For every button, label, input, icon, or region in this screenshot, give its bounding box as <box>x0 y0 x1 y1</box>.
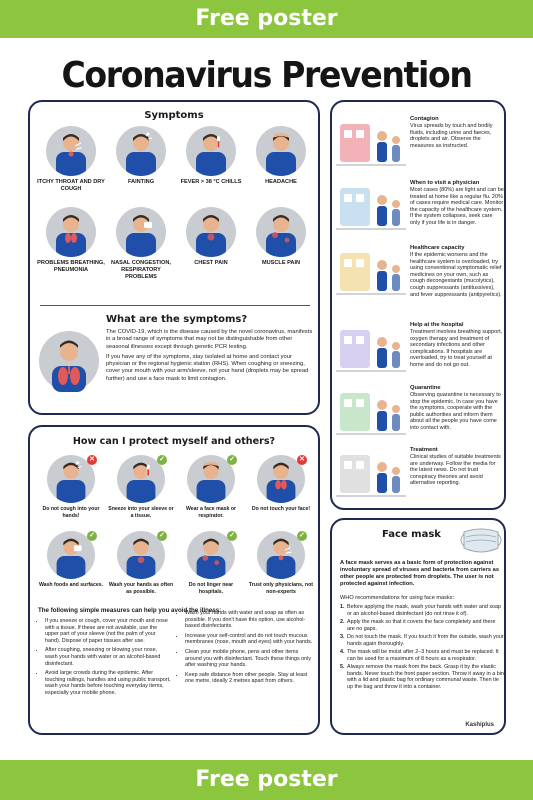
info-panel <box>330 100 506 510</box>
protect-item <box>36 455 106 526</box>
checkmark-icon: ✓ <box>87 531 97 541</box>
symptoms-grid <box>36 126 316 282</box>
measure-item: • Increase your self-control and do not touch mucous membranes (nose, mouth and eyes) with your hands. <box>185 633 314 646</box>
symptom-illustration <box>186 207 236 257</box>
info-illustration <box>336 322 406 378</box>
symptom-illustration <box>46 207 96 257</box>
protect-label: Wash foods and surfaces. <box>38 582 104 588</box>
symptom-illustration <box>116 207 166 257</box>
measures-list-left <box>38 618 171 700</box>
face-mask-panel <box>330 518 506 735</box>
protect-item <box>36 531 106 602</box>
checkmark-icon: ✓ <box>157 455 167 465</box>
protect-label: Trust only physicians, not non-experts <box>249 582 313 595</box>
symptom-illustration <box>116 126 166 176</box>
symptom-item <box>36 126 106 201</box>
symptom-item <box>106 207 176 282</box>
what-symptoms-p2: If you have any of the symptoms, stay isolated at home and contact your physician or the regional hygienic station (RHS). When coughing or sneezing, cover your mouth with your arm/sleeve, not your hand (droplets may be spread further) and use a face mask to limit contagion. <box>106 353 309 382</box>
protect-item <box>246 531 316 602</box>
info-text: Virus spreads by touch and bodily fluids, including urine and faeces, droplets and air. Observe the measures as instructed. <box>410 123 493 149</box>
measure-item: • Wash your hands with water and soap as often as possible. If you don't have this option, use alcohol-based disinfectants. <box>185 610 314 630</box>
protect-label: Sneeze into your sleeve or a tissue. <box>108 506 174 519</box>
symptoms-heading: Symptoms <box>144 110 204 121</box>
bottom-banner: Free poster <box>0 760 533 800</box>
top-banner: Free poster <box>0 0 533 38</box>
symptom-label: NASAL CONGESTION, RESPIRATORY PROBLEMS <box>111 260 171 280</box>
prohibited-icon: ✕ <box>297 455 307 465</box>
info-title: Quarantine <box>410 385 441 391</box>
prohibited-icon: ✕ <box>87 455 97 465</box>
symptom-label: FAINTING <box>127 179 155 185</box>
protect-panel <box>28 425 320 735</box>
mask-step: 1. Before applying the mask, wash your hands with water and soap or an alcohol-based disinfectant (do not rinse it of). <box>340 604 502 617</box>
info-text: Observing quarantine is necessary to stop the epidemic. In case you have the symptoms, cooperate with the public authorities and inform them about all the people you have come into contact with. <box>410 392 501 431</box>
symptom-label: MUSCLE PAIN <box>261 260 301 266</box>
symptom-label: CHEST PAIN <box>194 260 228 266</box>
info-title: Help at the hospital <box>410 322 464 328</box>
info-illustration <box>336 245 406 301</box>
info-title: Healthcare capacity <box>410 245 465 251</box>
symptom-illustration <box>256 126 306 176</box>
info-illustration <box>336 116 406 172</box>
mask-step: 2. Apply the mask so that it covers the face completely and there are no gaps. <box>340 619 496 632</box>
info-title: Treatment <box>410 447 438 453</box>
info-text: If the epidemic worsens and the healthcare system is overloaded, try using conventional symptomatic relief medicines on your own, such as cough decongestants (mucolytics), cough suppressants (antitussives), and fever suppressants (antipyretics). <box>410 252 502 298</box>
checkmark-icon: ✓ <box>297 531 307 541</box>
protect-item <box>176 455 246 526</box>
measures-heading: The following simple measures can help you avoid the illness: <box>38 607 222 614</box>
what-symptoms-heading: What are the symptoms? <box>106 314 248 325</box>
measure-item: • Keep safe distance from other people. Stay at least one metre, ideally 2 metres apart from others. <box>185 672 314 685</box>
symptoms-panel <box>28 100 320 415</box>
info-title: Contagion <box>410 116 439 122</box>
measure-item: • Avoid large crowds during the epidemic. After touching railings, handles and using public transport, wash your hands before touching everyday items, especially your mobile phone. <box>45 670 171 696</box>
symptom-label: ITCHY THROAT AND DRY COUGH <box>37 179 105 192</box>
face-mask-intro: A face mask serves as a basic form of protection against involuntary spread of viruses and bacteria from carriers as other people are protected from droplets. The user is not protected against infection. <box>340 560 499 587</box>
measures-list-right <box>178 610 314 688</box>
info-illustration <box>336 180 406 236</box>
divider <box>40 305 310 306</box>
info-text: Most cases (80%) are light and can be treated at home like a regular flu. 20% of cases require medical care. Monitor the capacity of the healthcare system. If the system collapses, seek care only if your life is in danger. <box>410 187 504 226</box>
protect-label: Do not cough into your hands! <box>42 506 100 519</box>
symptom-item <box>246 126 316 201</box>
protect-label: Do not linger near hospitals. <box>188 582 234 595</box>
what-symptoms-p1: The COVID-19, which is the disease caused by the novel coronavirus, manifests in a broad range of symptoms that may not be distinguishable from other seasonal illnesses except through genetic PCR testing. <box>106 329 313 350</box>
mask-step: 5. Always remove the mask from the back. Grasp it by the elastic bands. Never touch the front paper section. Throw it away in a bin with a lid and plastic bag for ordinary communal waste. Then tie up the bag and throw it into a container. <box>340 664 504 690</box>
info-text: Treatment involves breathing support, oxygen therapy and treatment of secondary infections and other complications. If hospitals are overloaded, try to treat yourself at home and do not go out. <box>410 329 503 368</box>
info-illustration <box>336 385 406 441</box>
symptom-item <box>36 207 106 282</box>
info-illustration <box>336 447 406 503</box>
measure-item: • If you sneeze or cough, cover your mouth and nose with a tissue. If these are not available, use the upper part of your sleeve (not the palm of your hand). Dispose of paper tissues after use. <box>45 618 171 644</box>
mask-step: 3. Do not touch the mask. If you touch it from the outside, wash your hands again thoroughly. <box>340 634 504 647</box>
protect-item <box>176 531 246 602</box>
protect-item <box>246 455 316 526</box>
poster-title: Coronavirus Prevention <box>61 55 472 96</box>
protect-label: Wash your hands as often as possible. <box>108 582 174 595</box>
symptom-illustration <box>186 126 236 176</box>
symptom-item <box>106 126 176 201</box>
protect-heading: How can I protect myself and others? <box>72 436 276 447</box>
info-text: Clinical studies of suitable treatments are underway. Follow the media for the latest news. Do not trust conspiracy theories and avoid alternative reporting. <box>410 454 501 487</box>
brand-logo: Kashiplus <box>465 722 494 728</box>
face-mask-heading: Face mask <box>382 529 441 540</box>
face-mask-icon <box>458 526 504 556</box>
symptom-item <box>176 207 246 282</box>
measure-item: • Clean your mobile phone, pens and other items around you with disinfectant. Touch these things only after washing your hands. <box>185 649 314 669</box>
symptom-label: PROBLEMS BREATHING, PNEUMONIA <box>37 260 105 273</box>
checkmark-icon: ✓ <box>227 455 237 465</box>
info-title: When to visit a physician <box>410 180 480 186</box>
protect-item <box>106 455 176 526</box>
mask-step: 4. The mask will be moist after 2–3 hours and must be replaced. It can be used for a maximum of 8 hours as a respirator. <box>340 649 499 662</box>
checkmark-icon: ✓ <box>227 531 237 541</box>
symptom-illustration <box>46 126 96 176</box>
checkmark-icon: ✓ <box>157 531 167 541</box>
who-heading: WHO recommendations for using face masks: <box>340 595 455 601</box>
symptom-illustration <box>256 207 306 257</box>
symptom-label: FEVER > 38 °C CHILLS <box>180 179 242 185</box>
symptom-item <box>246 207 316 282</box>
measure-item: • After coughing, sneezing or blowing your nose, wash your hands with water or an alcohol-based disinfectant. <box>45 647 171 667</box>
protect-grid <box>36 455 316 602</box>
protect-label: Wear a face mask or respirator. <box>185 506 237 519</box>
lungs-illustration <box>38 330 100 392</box>
symptom-label: HEADACHE <box>265 179 297 185</box>
mask-steps-list <box>340 604 504 692</box>
symptom-item <box>176 126 246 201</box>
protect-label: Do not touch your face! <box>251 506 311 512</box>
protect-item <box>106 531 176 602</box>
